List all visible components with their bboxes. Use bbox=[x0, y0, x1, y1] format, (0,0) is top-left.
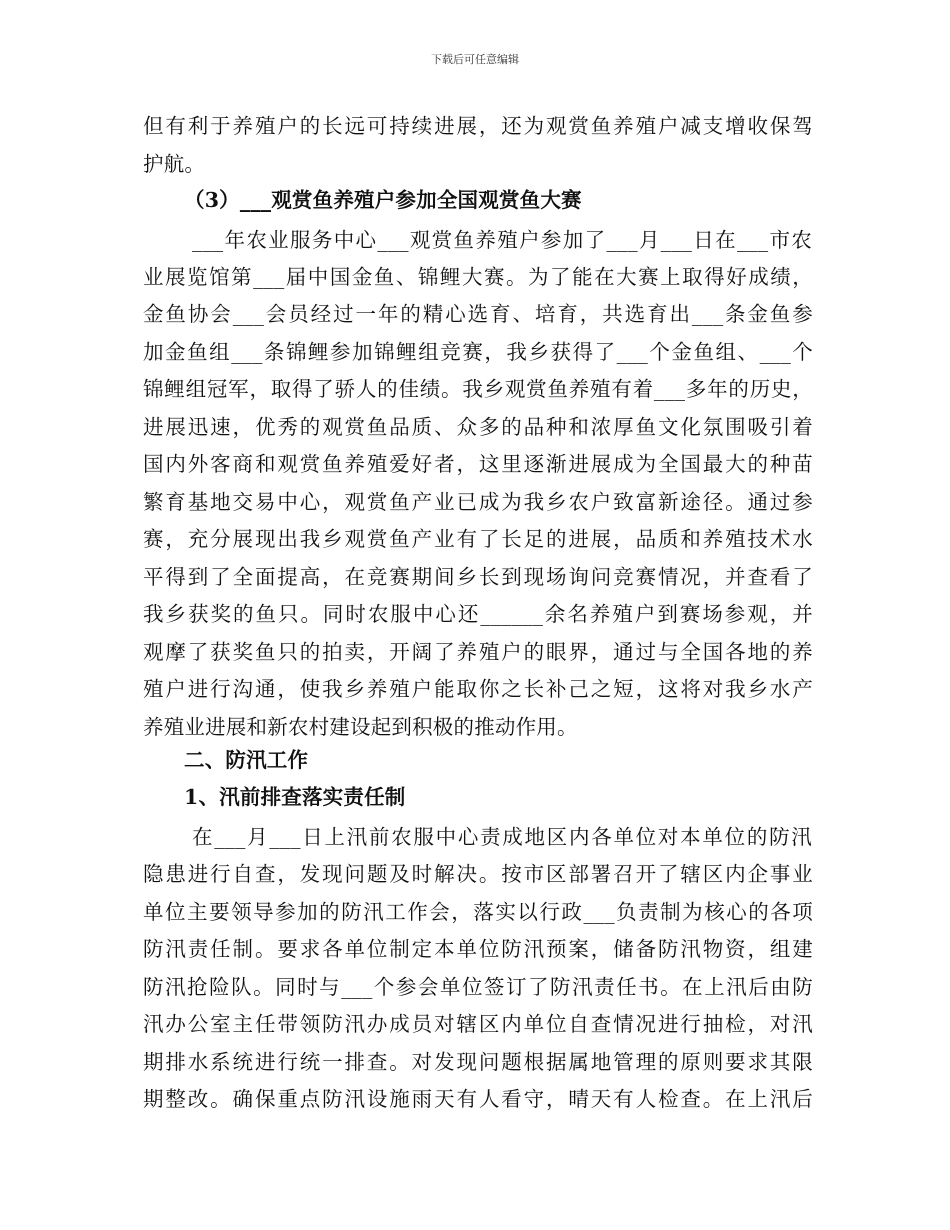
body-text-line: 金鱼协会___会员经过一年的精心选育、培育，共选育出___条金鱼参 bbox=[143, 302, 813, 326]
body-text-line: 单位主要领导参加的防汛工作会，落实以行政___负责制为核心的各项 bbox=[143, 900, 813, 924]
body-text-line: 平得到了全面提高，在竞赛期间乡长到现场询问竞赛情况，并查看了 bbox=[143, 565, 813, 589]
body-text-line: 加金鱼组___条锦鲤参加锦鲤组竞赛，我乡获得了___个金鱼组、___个 bbox=[143, 340, 813, 364]
body-text-line: 锦鲤组冠军，取得了骄人的佳绩。我乡观赏鱼养殖有着___多年的历史， bbox=[143, 377, 813, 401]
body-text-line: 养殖业进展和新农村建设起到积极的推动作用。 bbox=[143, 715, 578, 739]
body-text-line: 繁育基地交易中心，观赏鱼产业已成为我乡农户致富新途径。通过参 bbox=[143, 490, 813, 514]
body-text-line: 汛办公室主任带领防汛办成员对辖区内单位自查情况进行抽检，对汛 bbox=[143, 1012, 813, 1036]
body-text-line: 国内外客商和观赏鱼养殖爱好者，这里逐渐进展成为全国最大的种苗 bbox=[143, 452, 813, 476]
body-text-line: 但有利于养殖户的长远可持续进展，还为观赏鱼养殖户减支增收保驾 bbox=[143, 114, 813, 138]
body-text-line: 隐患进行自查，发现问题及时解决。按市区部署召开了辖区内企事业 bbox=[143, 862, 813, 886]
body-text-line: 护航。 bbox=[143, 152, 206, 176]
section-heading: 二、防汛工作 bbox=[184, 748, 309, 772]
body-text-line: 防汛责任制。要求各单位制定本单位防汛预案，储备防汛物资，组建 bbox=[143, 937, 813, 961]
subsection-heading: 1、汛前排查落实责任制 bbox=[184, 785, 406, 809]
body-text-line: 殖户进行沟通，使我乡养殖户能取你之长补己之短，这将对我乡水产 bbox=[143, 677, 813, 701]
body-text-line: 业展览馆第___届中国金鱼、锦鲤大赛。为了能在大赛上取得好成绩， bbox=[143, 265, 813, 289]
body-text-line: 期整改。确保重点防汛设施雨天有人看守，晴天有人检查。在上汛后 bbox=[143, 1087, 813, 1111]
body-text-line: ___年农业服务中心___观赏鱼养殖户参加了___月___日在___市农 bbox=[192, 228, 812, 252]
subsection-heading: （3）___观赏鱼养殖户参加全国观赏鱼大赛 bbox=[184, 188, 582, 212]
body-text-line: 我乡获奖的鱼只。同时农服中心还______余名养殖户到赛场参观，并 bbox=[143, 602, 813, 626]
body-text-line: 观摩了获奖鱼只的拍卖，开阔了养殖户的眼界，通过与全国各地的养 bbox=[143, 640, 813, 664]
body-text-line: 赛，充分展现出我乡观赏鱼产业有了长足的进展，品质和养殖技术水 bbox=[143, 527, 813, 551]
body-text-line: 期排水系统进行统一排查。对发现问题根据属地管理的原则要求其限 bbox=[143, 1050, 813, 1074]
body-text-line: 防汛抢险队。同时与___个参会单位签订了防汛责任书。在上汛后由防 bbox=[143, 975, 813, 999]
body-text-line: 在___月___日上汛前农服中心责成地区内各单位对本单位的防汛 bbox=[192, 825, 812, 849]
body-text-line: 进展迅速，优秀的观赏鱼品质、众多的品种和浓厚鱼文化氛围吸引着 bbox=[143, 415, 813, 439]
page-header: 下载后可任意编辑 bbox=[431, 53, 519, 66]
